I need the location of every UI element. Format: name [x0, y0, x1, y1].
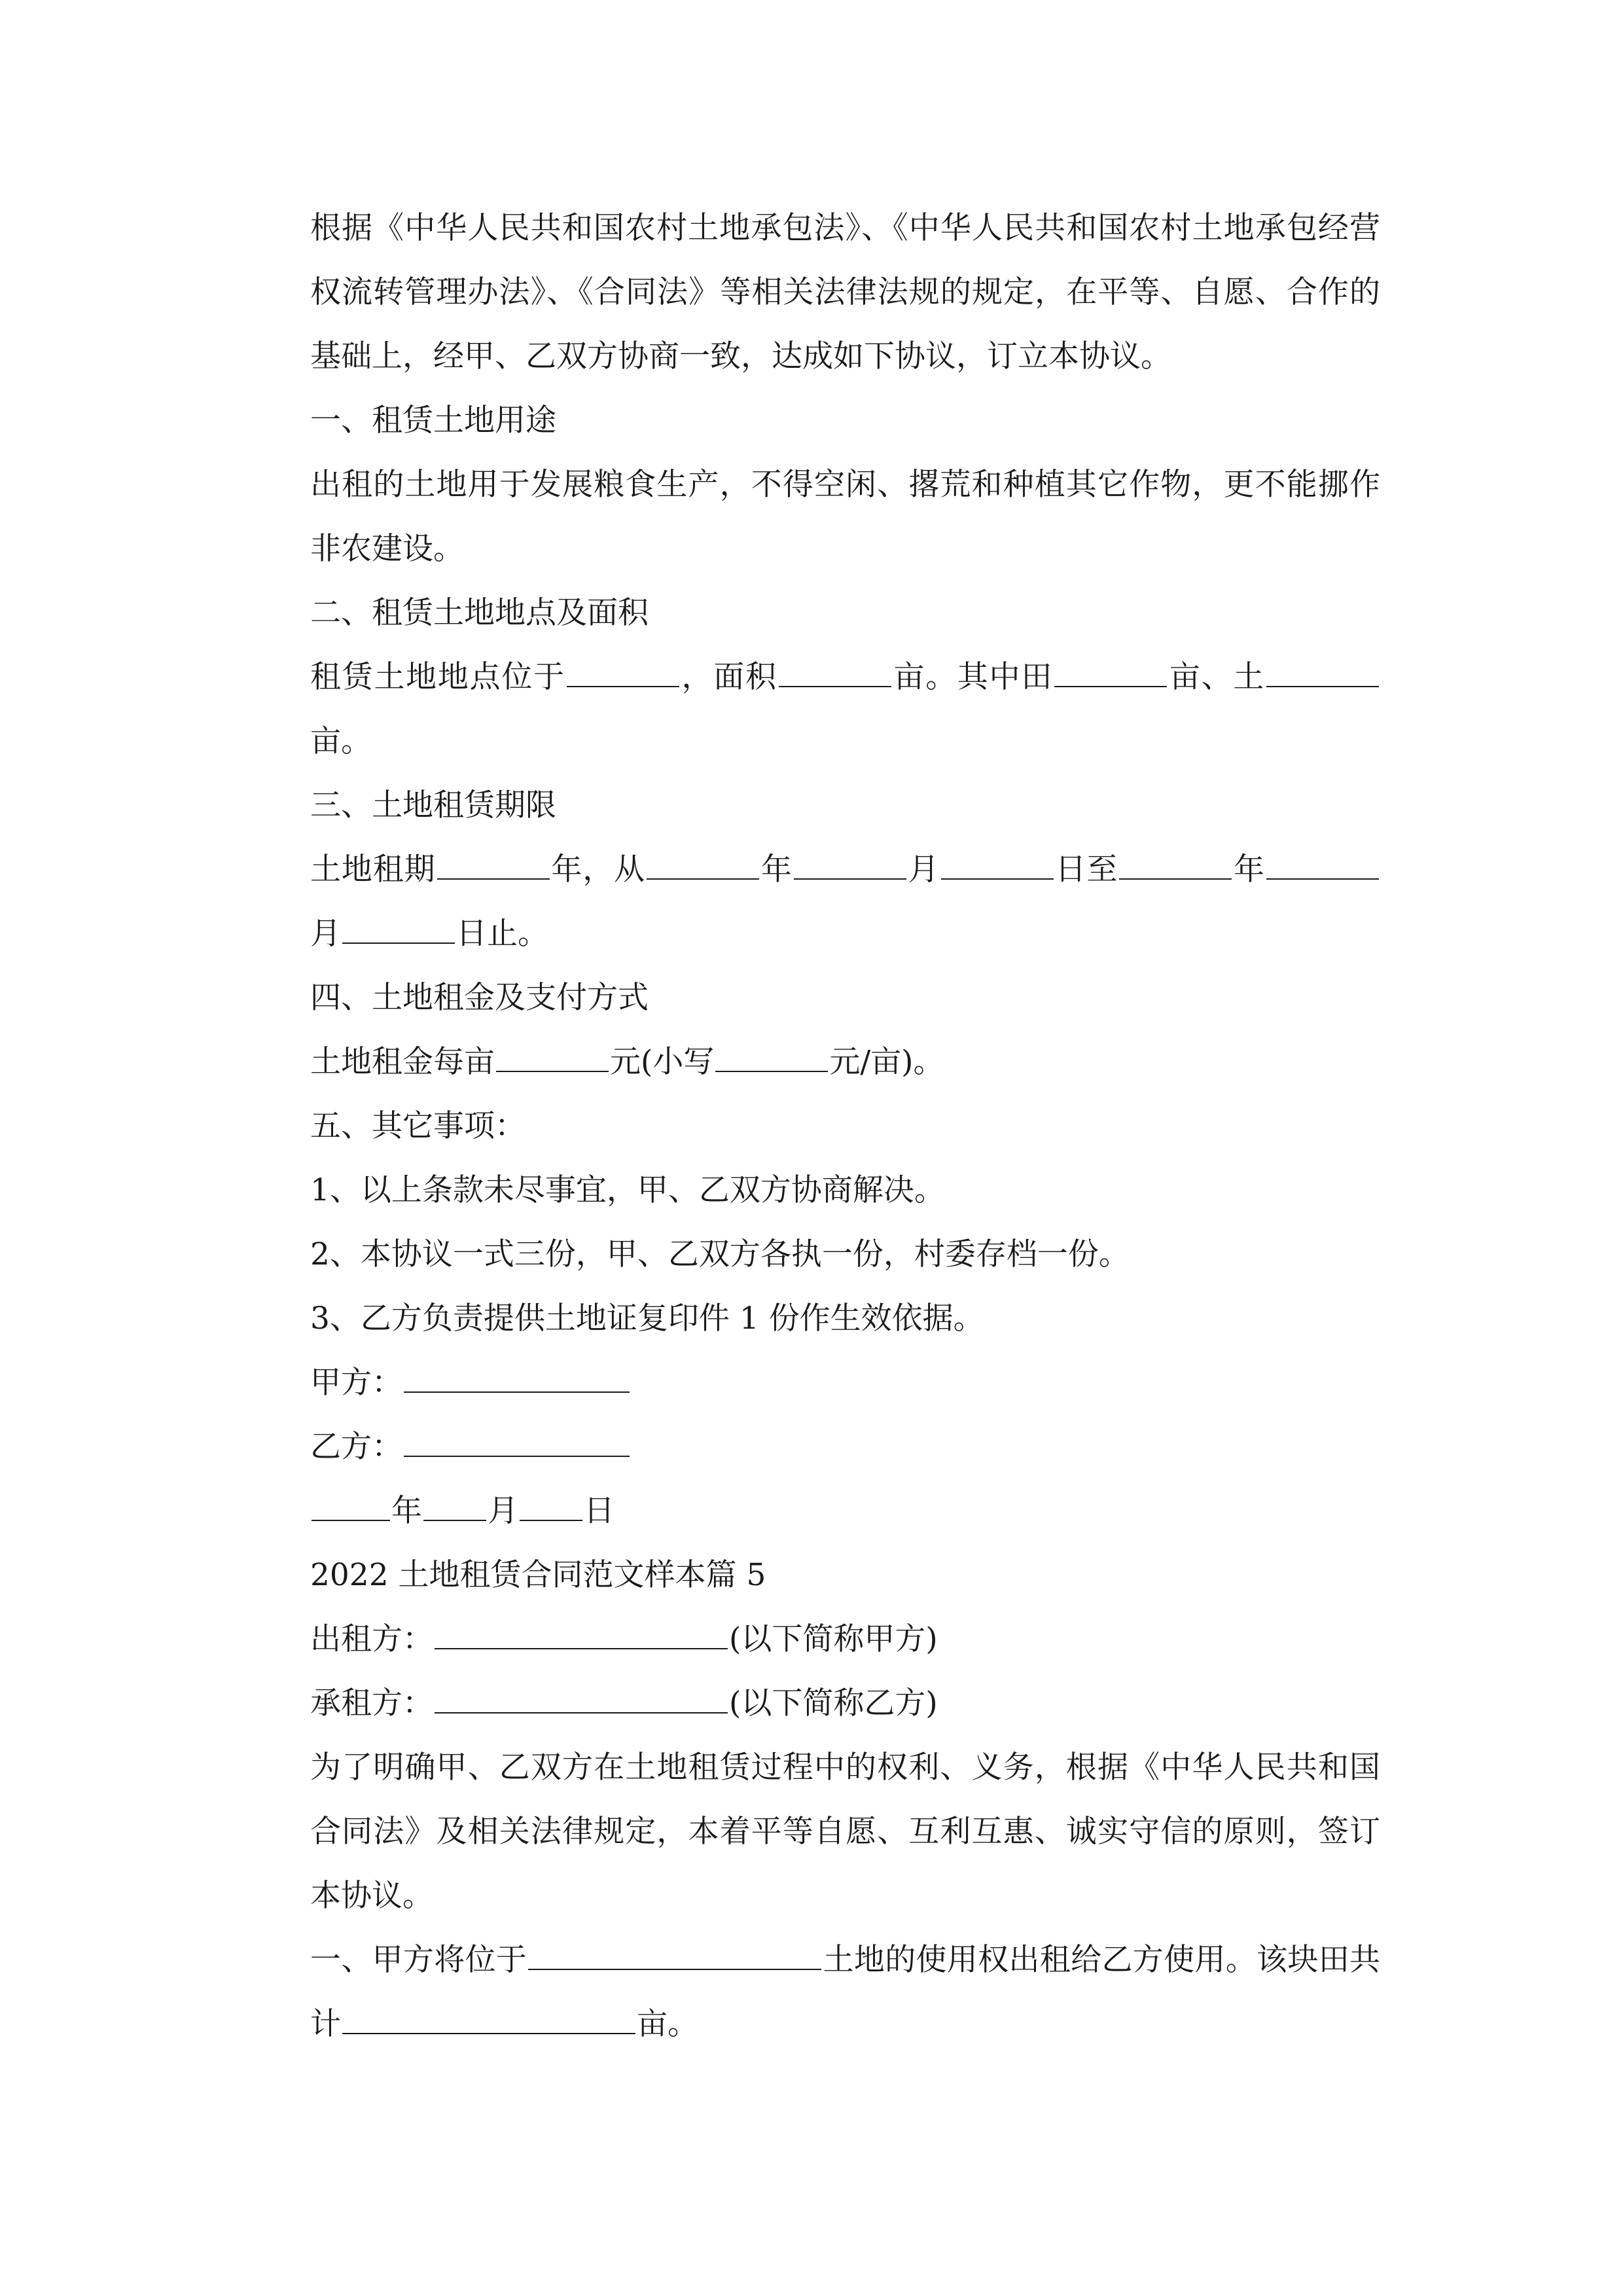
location-label: 租赁土地地点位于	[310, 659, 565, 695]
section-3-heading: 三、土地租赁期限	[310, 787, 556, 823]
area-label: ，面积	[680, 659, 777, 695]
other-item-2: 2、本协议一式三份，甲、乙双方各执一份，村委存档一份。	[310, 1236, 1130, 1272]
date-year-blank	[312, 1487, 390, 1521]
rent-small-blank	[715, 1038, 828, 1072]
signing-date	[245, 1479, 1380, 1543]
term-blank	[437, 846, 550, 880]
next-clause-1	[245, 1928, 1380, 2056]
clause-1-location-blank	[528, 1936, 821, 1970]
section-4-heading: 四、土地租金及支付方式	[310, 980, 649, 1016]
end-day-label: 日止。	[456, 916, 548, 952]
end-month-blank	[1266, 846, 1379, 880]
start-month-label: 月	[907, 852, 940, 888]
lessor-line	[245, 1607, 1380, 1672]
next-preamble: 为了明确甲、乙双方在土地租赁过程中的权利、义务，根据《中华人民共和国合同法》及相关法律规定，本着平等自愿、互利互惠、诚实守信的原则，签订本协议。	[310, 1749, 1380, 1914]
party-b-blank	[404, 1423, 630, 1457]
end-month-label: 月	[310, 916, 341, 952]
party-b-label: 乙方：	[310, 1429, 402, 1465]
lessee-label: 承租方：	[310, 1685, 433, 1721]
section-2-heading: 二、租赁土地地点及面积	[310, 595, 649, 631]
clause-1-area-blank	[342, 2000, 635, 2034]
party-a-blank	[404, 1359, 630, 1393]
lessee-note: (以下简称乙方)	[729, 1685, 938, 1721]
area-unit: 亩。	[310, 723, 372, 759]
intro-paragraph: 根据《中华人民共和国农村土地承包法》、《中华人民共和国农村土地承包经营权流转管理办法》、《合同法》等相关法律法规的规定，在平等、自愿、合作的基础上，经甲、乙双方协商一致，达成如下协议，订立本协议。	[310, 210, 1380, 374]
rent-blank	[496, 1038, 609, 1072]
end-year-blank	[1119, 846, 1232, 880]
rent-small-label: 元(小写	[610, 1044, 715, 1080]
term-from-label: 年，从	[550, 852, 646, 888]
rent-unit: 元/亩)。	[829, 1044, 944, 1080]
paddy-blank	[1054, 653, 1167, 687]
section-1-heading: 一、租赁土地用途	[310, 403, 556, 439]
paddy-label: 亩。其中田	[892, 659, 1054, 695]
clause-1-unit: 亩。	[637, 2006, 698, 2042]
document-body	[245, 196, 1380, 2056]
lessee-blank	[435, 1679, 728, 1713]
section-5-heading: 五、其它事项：	[310, 1108, 526, 1144]
lessee-line	[245, 1672, 1380, 1736]
section-2-body	[245, 645, 1380, 774]
start-month-blank	[794, 846, 906, 880]
clause-1-total-label: 土地的使用权出租给乙方使用。该块田共计	[310, 1942, 1381, 2042]
next-contract-title: 2022 土地租赁合同范文样本篇 5	[310, 1557, 766, 1593]
start-year-blank	[647, 846, 759, 880]
start-day-blank	[941, 846, 1054, 880]
dryland-blank	[1266, 653, 1379, 687]
start-year-label: 年	[760, 852, 793, 888]
party-a-label: 甲方：	[310, 1365, 402, 1401]
end-day-blank	[342, 910, 455, 944]
lessor-blank	[435, 1615, 728, 1649]
end-year-label: 年	[1233, 852, 1266, 888]
clause-1-location-label: 一、甲方将位于	[310, 1942, 527, 1978]
party-a-signature	[245, 1351, 1380, 1415]
rent-label: 土地租金每亩	[310, 1044, 495, 1080]
dryland-label: 亩、土	[1168, 659, 1266, 695]
term-label: 土地租期	[310, 852, 436, 888]
section-3-body	[245, 838, 1380, 966]
lessor-note: (以下简称甲方)	[729, 1621, 938, 1657]
area-blank	[779, 653, 891, 687]
date-month-label: 月	[488, 1493, 518, 1529]
section-1-body: 出租的土地用于发展粮食生产，不得空闲、撂荒和种植其它作物，更不能挪作非农建设。	[310, 467, 1380, 567]
date-day-label: 日	[584, 1493, 615, 1529]
section-4-body	[245, 1030, 1380, 1094]
date-year-label: 年	[391, 1493, 422, 1529]
other-item-1: 1、以上条款未尽事宜，甲、乙双方协商解决。	[310, 1172, 945, 1208]
date-day-blank	[520, 1487, 582, 1521]
party-b-signature	[245, 1415, 1380, 1479]
lessor-label: 出租方：	[310, 1621, 433, 1657]
other-item-3: 3、乙方负责提供土地证复印件 1 份作生效依据。	[310, 1300, 984, 1336]
start-day-label: 日至	[1054, 852, 1118, 888]
location-blank	[567, 653, 679, 687]
date-month-blank	[423, 1487, 486, 1521]
